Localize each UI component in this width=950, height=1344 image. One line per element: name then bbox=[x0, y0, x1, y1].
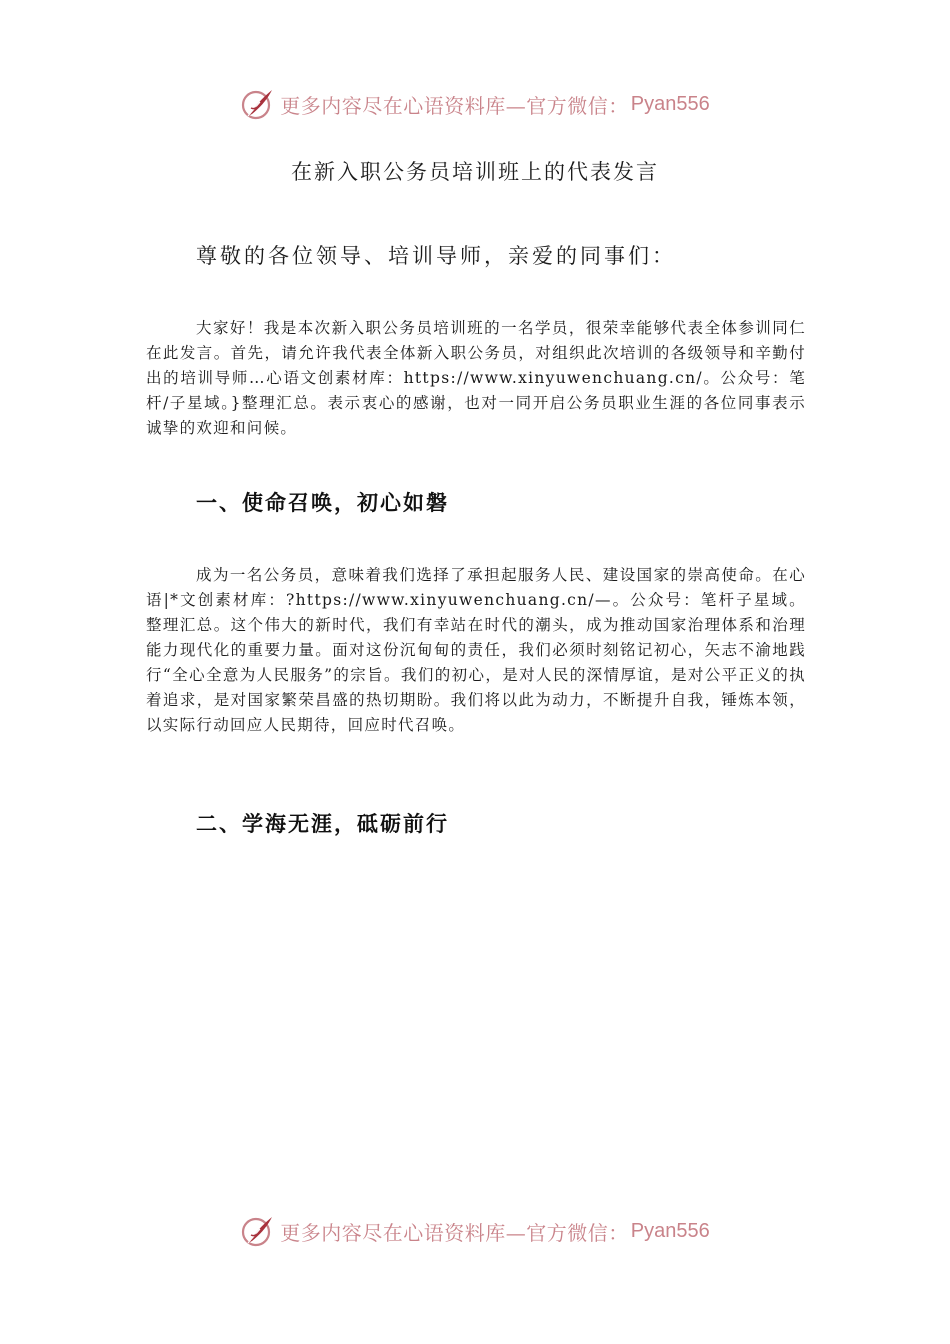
quill-pen-logo-icon bbox=[240, 86, 276, 122]
banner-wechat-id: Pyan556 bbox=[630, 92, 710, 115]
section-1-paragraph: 成为一名公务员，意味着我们选择了承担起服务人民、建设国家的崇高使命。在心语|*文创素材库：?https://www.xinyuwenchuang.cn/—。公众号：笔杆子星域。整理汇总。这个伟大的新时代，我们有幸站在时代的潮头，成为推动国家治理体系和治理能力现代化的重要力量。面对这份沉甸甸的责任，我们必须时刻铭记初心，矢志不渝地践行“全心全意为人民服务”的宗旨。我们的初心，是对人民的深情厚谊，是对公平正义的执着追求，是对国家繁荣昌盛的热切期盼。我们将以此为动力，不断提升自我，锤炼本领，以实际行动回应人民期待，回应时代召唤。 bbox=[146, 566, 806, 734]
footer-banner bbox=[0, 1211, 950, 1251]
salutation: 尊敬的各位领导、培训导师，亲爱的同事们： bbox=[196, 244, 676, 268]
section-heading-1: 一、使命召唤，初心如磐 bbox=[196, 490, 449, 515]
banner-wechat-id: Pyan556 bbox=[630, 1219, 710, 1242]
banner-text: 更多内容尽在心语资料库—官方微信： bbox=[280, 93, 629, 118]
section-heading-2: 二、学海无涯，砥砺前行 bbox=[196, 811, 449, 836]
opening-paragraph: 大家好！我是本次新入职公务员培训班的一名学员，很荣幸能够代表全体参训同仁在此发言。首先，请允许我代表全体新入职公务员，对组织此次培训的各级领导和辛勤付出的培训导师…心语文创素材库：https://www.xinyuwenchuang.cn/。公众号：笔杆/子星域。}整理汇总。表示衷心的感谢，也对一同开启公务员职业生涯的各位同事表示诚挚的欢迎和问候。 bbox=[146, 319, 806, 437]
header-banner bbox=[0, 84, 950, 124]
quill-pen-logo-icon bbox=[240, 1213, 276, 1249]
banner-text: 更多内容尽在心语资料库—官方微信： bbox=[280, 1220, 629, 1245]
document-title: 在新入职公务员培训班上的代表发言 bbox=[291, 160, 659, 184]
